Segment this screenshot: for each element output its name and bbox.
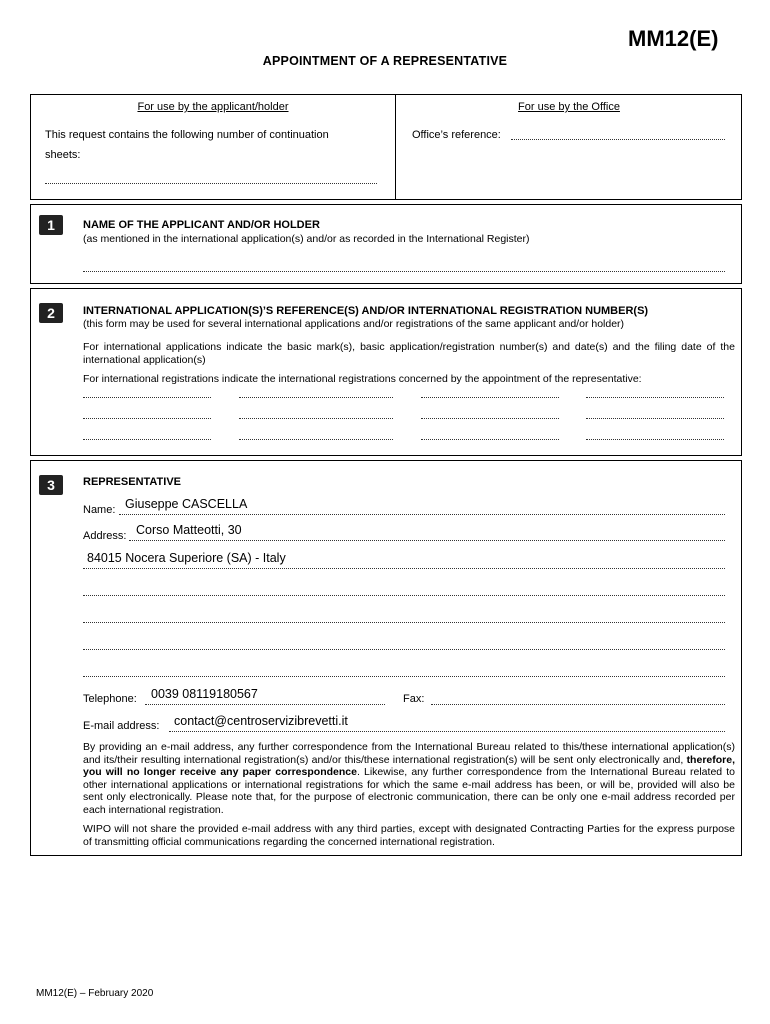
- top-box: [30, 94, 742, 200]
- fax-label: Fax:: [403, 693, 425, 705]
- reference-field[interactable]: [239, 397, 393, 398]
- applicant-name-field[interactable]: [83, 271, 725, 272]
- email-field[interactable]: [169, 731, 725, 732]
- section-3-heading: REPRESENTATIVE: [83, 476, 181, 488]
- address-line2-value: 84015 Nocera Superiore (SA) - Italy: [87, 551, 286, 565]
- name-field[interactable]: [119, 514, 725, 515]
- form-title: APPOINTMENT OF A REPRESENTATIVE: [262, 54, 508, 68]
- footer-text: MM12(E) – February 2020: [36, 988, 154, 999]
- office-reference-label: Office’s reference:: [412, 129, 501, 141]
- section-2-heading: INTERNATIONAL APPLICATION(S)’S REFERENCE(S) AND/OR INTERNATIONAL REGISTRATION NUMBER(S): [83, 305, 649, 317]
- reference-field[interactable]: [239, 439, 393, 440]
- wipo-notice: WIPO will not share the provided e-mail address with any third parties, except with designated Contracting Parties for the express purpose of transmitting official communications regarding the concerned international registration.: [83, 823, 735, 848]
- telephone-value: 0039 08119180567: [151, 687, 258, 701]
- reference-field[interactable]: [83, 439, 211, 440]
- email-value: contact@centroservizibrevetti.it: [174, 714, 348, 728]
- form-code: MM12(E): [628, 26, 719, 51]
- reference-field[interactable]: [421, 439, 559, 440]
- section-2-badge: 2: [39, 303, 63, 323]
- section-3-badge: 3: [39, 475, 63, 495]
- fax-field[interactable]: [431, 704, 725, 705]
- office-heading: For use by the Office: [518, 101, 620, 113]
- telephone-label: Telephone:: [83, 693, 137, 705]
- email-notice-part2: . Likewise, any further correspondence from the International Bureau related to other international applications or international registrations for which the same e-mail address has been, or will be, provided will also be sent only electronically. Please note that, for the purpose of electronic communication, there can be only one e-mail address recorded per each international registration.: [83, 766, 736, 816]
- office-reference-field[interactable]: [511, 139, 725, 140]
- reference-field[interactable]: [586, 439, 724, 440]
- address-line2-field[interactable]: [83, 568, 725, 569]
- address-line6-field[interactable]: [83, 676, 725, 677]
- section-2-subheading: (this form may be used for several international applications and/or registrations of the same applicant and/or holder): [83, 318, 625, 330]
- reference-field[interactable]: [83, 397, 211, 398]
- section-2: [30, 288, 742, 456]
- registrations-instruction: For international registrations indicate the international registrations concerned by the appointment of the representative:: [83, 373, 642, 385]
- section-1-subheading: (as mentioned in the international application(s) and/or as recorded in the International Register): [83, 233, 530, 245]
- name-label: Name:: [83, 504, 116, 516]
- section-3: [30, 460, 742, 856]
- address-line3-field[interactable]: [83, 595, 725, 596]
- section-1-badge: 1: [39, 215, 63, 235]
- reference-field[interactable]: [586, 397, 724, 398]
- continuation-text-line2: sheets:: [45, 149, 81, 161]
- email-label: E-mail address:: [83, 720, 160, 732]
- name-value: Giuseppe CASCELLA: [125, 497, 248, 511]
- reference-field[interactable]: [83, 418, 211, 419]
- continuation-sheets-field[interactable]: [45, 183, 377, 184]
- section-1-heading: NAME OF THE APPLICANT AND/OR HOLDER: [83, 219, 320, 231]
- reference-field[interactable]: [421, 397, 559, 398]
- telephone-field[interactable]: [145, 704, 385, 705]
- email-notice-bold: therefore, you will no longer receive any paper correspondence: [83, 753, 735, 778]
- applications-instruction: For international applications indicate the basic mark(s), basic application/registration number(s) and date(s) and the filing date of the international application(s): [83, 341, 735, 366]
- address-line1-field[interactable]: [129, 540, 725, 541]
- email-notice: [83, 741, 735, 816]
- reference-field[interactable]: [586, 418, 724, 419]
- address-line1-value: Corso Matteotti, 30: [136, 523, 242, 537]
- reference-field[interactable]: [421, 418, 559, 419]
- address-label: Address:: [83, 530, 127, 542]
- email-notice-part1: By providing an e-mail address, any further correspondence from the International Bureau related to this/these international application(s) and its/their resulting international registration(s) and/or this/these international registration(s) will be sent only electronically and,: [83, 741, 735, 766]
- reference-field[interactable]: [239, 418, 393, 419]
- applicant-heading: For use by the applicant/holder: [137, 101, 289, 113]
- address-line4-field[interactable]: [83, 622, 725, 623]
- continuation-text-line1: This request contains the following number of continuation: [45, 129, 329, 141]
- address-line5-field[interactable]: [83, 649, 725, 650]
- section-1: [30, 204, 742, 284]
